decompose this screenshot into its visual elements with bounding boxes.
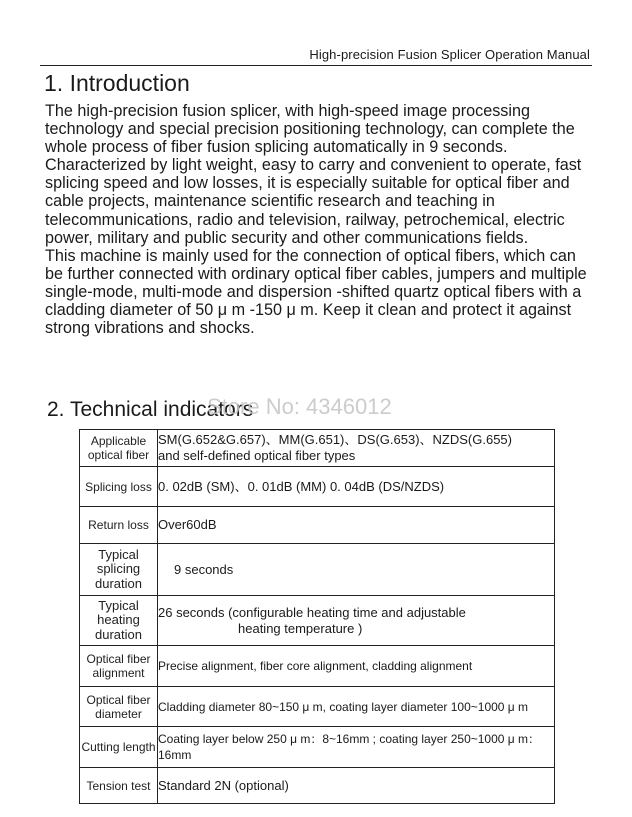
table-row — [80, 687, 555, 727]
row-value: 0. 02dB (SM)、0. 01dB (MM) 0. 04dB (DS/NZDS) — [158, 467, 555, 507]
store-watermark: Store No: 4346012 — [207, 394, 392, 419]
row-value: Standard 2N (optional) — [158, 768, 555, 804]
row-label: Return loss — [80, 507, 158, 544]
section-1-title: 1. Introduction — [44, 70, 190, 96]
row-label: Optical fiber alignment — [80, 646, 158, 687]
table-row — [80, 467, 555, 507]
row-value: Precise alignment, fiber core alignment, cladding alignment — [158, 646, 555, 687]
row-value — [158, 596, 555, 646]
row-value: Coating layer below 250 μ m：8~16mm ; coating layer 250~1000 μ m：16mm — [158, 727, 555, 768]
row-value-line-2: heating temperature ) — [238, 620, 363, 636]
row-label: Typical splicing duration — [80, 544, 158, 596]
header-rule — [40, 65, 592, 66]
row-value: Cladding diameter 80~150 μ m, coating layer diameter 100~1000 μ m — [158, 687, 555, 727]
intro-paragraph-2: This machine is mainly used for the connection of optical fibers, which can be further connected with ordinary optical fiber cables, jumpers and multiple single-mode, multi-mode and dispersion -shifted quartz optical fibers with a cladding diameter of 50 μ m -150 μ m. Keep it clean and protect it against strong vibrations and shocks. — [45, 246, 587, 338]
row-value: 9 seconds — [158, 544, 555, 596]
row-value-line-1: SM(G.652&G.657)、MM(G.651)、DS(G.653)、NZDS(G.655) — [158, 432, 512, 447]
intro-paragraph-1: The high-precision fusion splicer, with high-speed image processing technology and special precision positioning technology, can complete the whole process of fiber fusion splicing automatically in 9 seconds. Characterized by light weight, easy to carry and convenient to operate, fast splicing speed and low losses, it is especially suitable for optical fiber and cable projects, maintenance scientific research and teaching in telecommunications, radio and television, railway, petrochemical, electric power, military and public security and other communications fields. — [45, 102, 582, 247]
table-row — [80, 544, 555, 596]
row-label: Cutting length — [80, 727, 158, 768]
table-row — [80, 646, 555, 687]
row-value: Over60dB — [158, 507, 555, 544]
row-value-line-1: 26 seconds (configurable heating time and adjustable — [158, 604, 466, 620]
row-value-line-2: and self-defined optical fiber types — [158, 448, 356, 463]
running-header: High-precision Fusion Splicer Operation Manual — [309, 47, 590, 62]
table-row — [80, 768, 555, 804]
table-row — [80, 507, 555, 544]
table-row — [80, 596, 555, 646]
row-label: Splicing loss — [80, 467, 158, 507]
row-label: Optical fiber diameter — [80, 687, 158, 727]
section-2-title: 2. Technical indicators — [47, 398, 254, 421]
row-label: Applicable optical fiber — [80, 430, 158, 467]
introduction-text — [45, 102, 597, 337]
row-label: Tension test — [80, 768, 158, 804]
table-row — [80, 727, 555, 768]
technical-indicators-table — [79, 429, 555, 804]
table-row — [80, 430, 555, 467]
row-value — [158, 430, 555, 467]
row-label: Typical heating duration — [80, 596, 158, 646]
